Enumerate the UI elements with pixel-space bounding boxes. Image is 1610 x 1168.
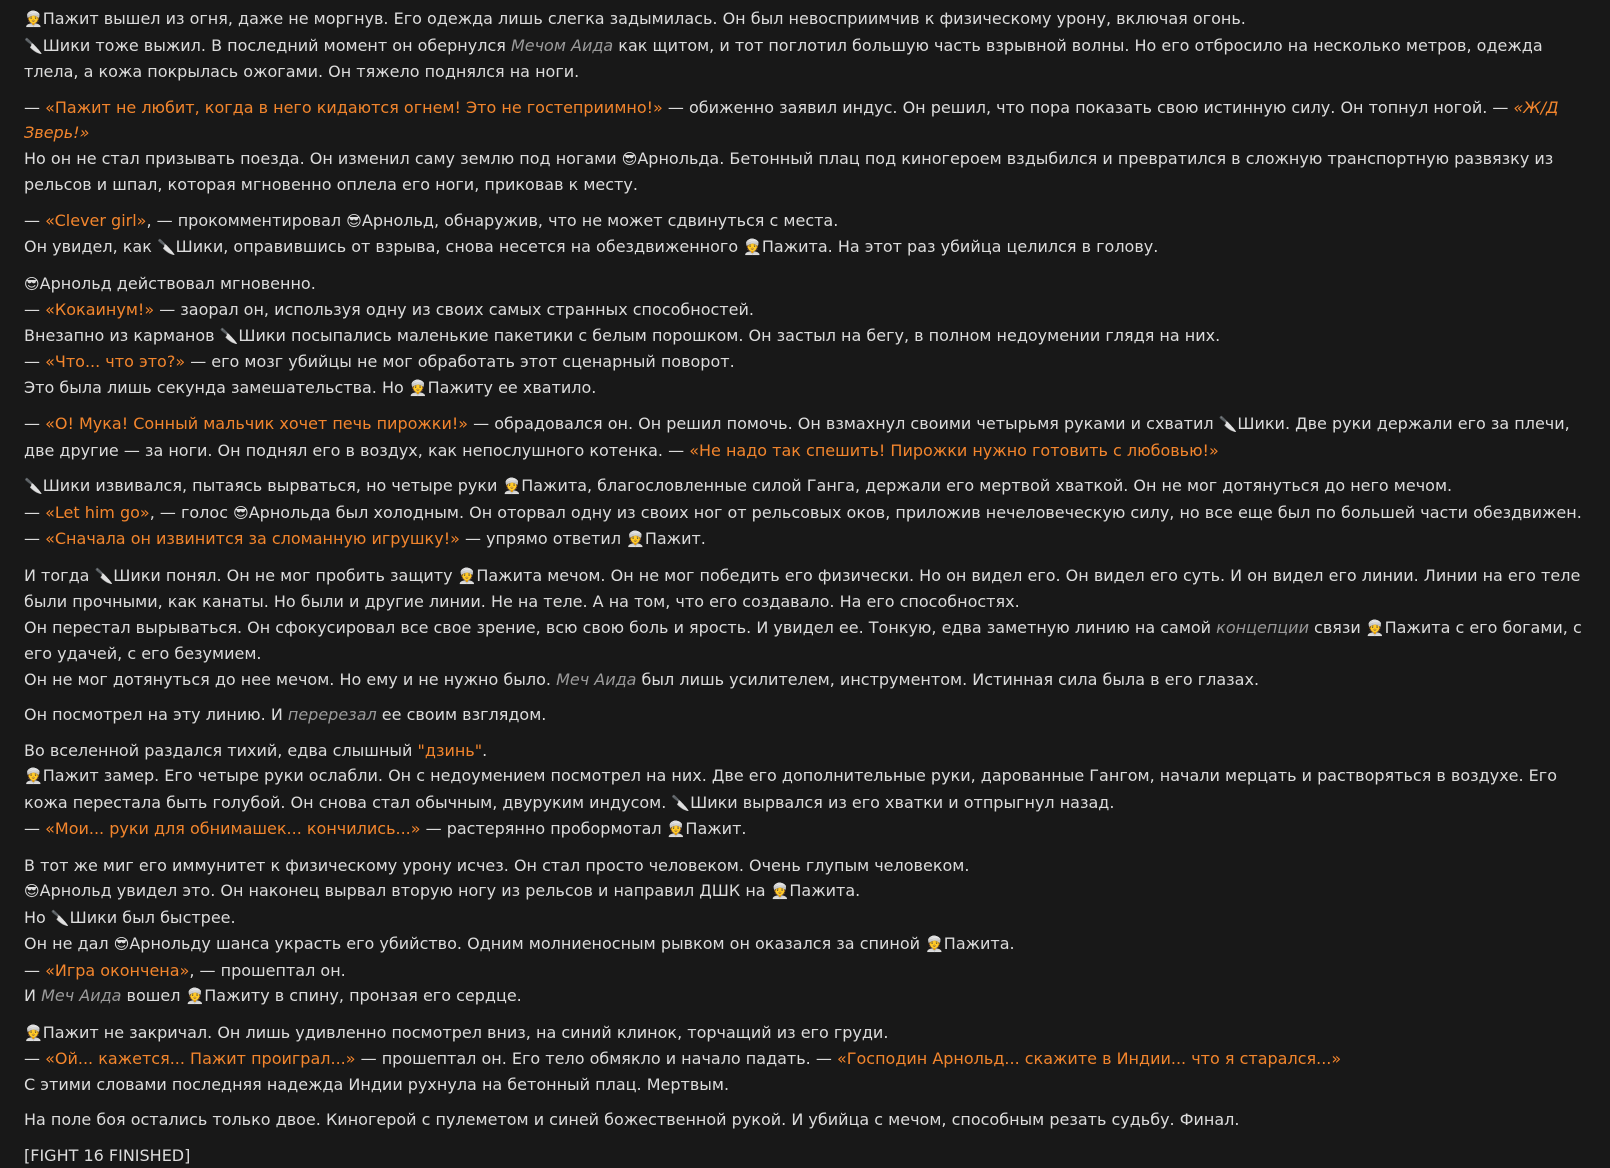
knife-icon: 🔪 xyxy=(95,567,114,585)
story-line xyxy=(24,931,1602,958)
story-line xyxy=(24,983,1602,1010)
text-run: И тогда xyxy=(24,566,95,585)
text-run: — xyxy=(24,414,45,433)
text-run: ее своим взглядом. xyxy=(377,705,547,724)
quote-text: "дзинь" xyxy=(418,741,483,760)
sunglasses-face-icon: 😎 xyxy=(114,935,130,953)
text-run: И xyxy=(24,986,41,1005)
text-run: Шики был быстрее. xyxy=(70,908,236,927)
text-run: вошел xyxy=(121,986,185,1005)
text-run: — xyxy=(24,1049,45,1068)
text-run: [FIGHT 16 FINISHED] xyxy=(24,1146,190,1165)
story-line xyxy=(24,473,1602,500)
sunglasses-face-icon: 😎 xyxy=(233,504,249,522)
turban-man-icon: 👳 xyxy=(667,820,686,838)
emphasis-text: Меч Аида xyxy=(556,670,636,689)
quote-text: «Сначала он извинится за сломанную игрушку!» xyxy=(45,529,460,548)
quote-text: «Let him go» xyxy=(45,503,150,522)
text-run: Шики вырвался из его хватки и отпрыгнул назад. xyxy=(690,793,1114,812)
text-run: — прошептал он. Его тело обмякло и начало падать. — xyxy=(356,1049,837,1068)
story-line xyxy=(24,1143,1602,1168)
story-line xyxy=(24,146,1602,198)
turban-man-icon: 👳 xyxy=(458,567,477,585)
quote-text: «Кокаинум!» xyxy=(45,300,154,319)
quote-text: «Clever girl» xyxy=(45,211,146,230)
text-run: — xyxy=(24,300,45,319)
text-run: , — прошептал он. xyxy=(189,961,345,980)
story-line xyxy=(24,763,1602,816)
text-run: Арнольда. Бетонный плац под киногероем вздыбился и превратился в сложную транспортную развязку из рельсов и шпал, которая мгновенно оплела его ноги, приковав к месту. xyxy=(24,149,1553,195)
text-run: связи xyxy=(1309,618,1366,637)
story-line xyxy=(24,878,1602,905)
text-run: как щитом, и тот поглотил большую часть взрывной волны. Но его отбросило на несколько метров, одежда тлела, а кожа покрылась ожогами. Он тяжело поднялся на ноги. xyxy=(24,36,1543,82)
story-line xyxy=(24,1020,1602,1047)
sunglasses-face-icon: 😎 xyxy=(24,275,40,293)
text-run: — xyxy=(24,352,45,371)
story-line xyxy=(24,702,1602,728)
knife-icon: 🔪 xyxy=(220,327,239,345)
text-run: Но xyxy=(24,908,51,927)
text-run: Пажит замер. Его четыре руки ослабли. Он с недоумением посмотрел на них. Две его дополнительные руки, дарованные Гангом, начали мерцать и растворяться в воздухе. Его кожа перестала быть голубой. Он снова стал обычным, двуруким индусом. xyxy=(24,766,1557,812)
text-run: Это была лишь секунда замешательства. Но xyxy=(24,378,409,397)
text-run: Но он не стал призывать поезда. Он изменил саму землю под ногами xyxy=(24,149,622,168)
text-run: Арнольд, обнаружив, что не может сдвинуться с места. xyxy=(362,211,838,230)
text-run: Он увидел, как xyxy=(24,237,157,256)
text-run: Пажит. xyxy=(645,529,706,548)
turban-man-icon: 👳 xyxy=(409,379,428,397)
text-run: Арнольд увидел это. Он наконец вырвал вторую ногу из рельсов и направил ДШК на xyxy=(40,881,771,900)
turban-man-icon: 👳 xyxy=(925,935,944,953)
text-run: — заорал он, используя одну из своих самых странных способностей. xyxy=(154,300,754,319)
knife-icon: 🔪 xyxy=(24,37,43,55)
sunglasses-face-icon: 😎 xyxy=(622,150,638,168)
story-line xyxy=(24,349,1602,375)
text-run: — обрадовался он. Он решил помочь. Он взмахнул своими четырьмя руками и схватил xyxy=(468,414,1219,433)
text-run: — обиженно заявил индус. Он решил, что пора показать свою истинную силу. Он топнул ногой. — xyxy=(663,98,1514,117)
knife-icon: 🔪 xyxy=(24,477,43,495)
story-paragraph xyxy=(24,95,1602,198)
story-line xyxy=(24,375,1602,402)
story-line xyxy=(24,6,1602,33)
turban-man-icon: 👳 xyxy=(743,238,762,256)
text-run: — xyxy=(24,961,45,980)
sunglasses-face-icon: 😎 xyxy=(346,212,362,230)
story-paragraph xyxy=(24,1143,1602,1168)
story-paragraph xyxy=(24,473,1602,553)
text-run: Пажита мечом. Он не мог победить его физически. Но он видел его. Он видел его суть. И он видел его линии. Линии на его теле были прочными, как канаты. Но были и другие линии. Не на теле. А на том, что его создавало. На его способностях. xyxy=(24,566,1580,612)
story-paragraph xyxy=(24,738,1602,843)
text-run: — xyxy=(24,503,45,522)
quote-text: «Мои... руки для обнимашек... кончились...» xyxy=(45,819,420,838)
text-run: Пажит. xyxy=(685,819,746,838)
story-line xyxy=(24,958,1602,984)
text-run: Пажита, благословленные силой Ганга, держали его мертвой хваткой. Он не мог дотянуться до него мечом. xyxy=(521,476,1452,495)
text-run: был лишь усилителем, инструментом. Истинная сила была в его глазах. xyxy=(636,670,1259,689)
text-run: Пажиту ее хватило. xyxy=(428,378,597,397)
quote-text: «Пажит не любит, когда в него кидаются огнем! Это не гостеприимно!» xyxy=(45,98,663,117)
text-run: Он не дал xyxy=(24,934,114,953)
story-line xyxy=(24,411,1602,463)
text-run: Он посмотрел на эту линию. И xyxy=(24,705,288,724)
story-line xyxy=(24,738,1602,764)
text-run: Он не мог дотянуться до нее мечом. Но ему и не нужно было. xyxy=(24,670,556,689)
text-run: На поле боя остались только двое. Киногерой с пулеметом и синей божественной рукой. И убийца с мечом, способным резать судьбу. Финал. xyxy=(24,1110,1239,1129)
emphasis-text: перерезал xyxy=(288,705,377,724)
text-run: , — голос xyxy=(150,503,233,522)
knife-icon: 🔪 xyxy=(157,238,176,256)
story-line xyxy=(24,33,1602,85)
story-paragraph xyxy=(24,1020,1602,1098)
quote-text: «Господин Арнольд... скажите в Индии... что я старался...» xyxy=(837,1049,1341,1068)
text-run: Арнольду шанса украсть его убийство. Одним молниеносным рывком он оказался за спиной xyxy=(129,934,925,953)
turban-man-icon: 👳 xyxy=(186,987,205,1005)
text-run: Пажит вышел из огня, даже не моргнув. Его одежда лишь слегка задымилась. Он был невосприимчив к физическому урону, включая огонь. xyxy=(43,9,1246,28)
story-line xyxy=(24,500,1602,527)
text-run: — xyxy=(24,529,45,548)
text-run: Шики. Две руки держали его за плечи, две другие — за ноги. Он поднял его в воздух, как непослушного котенка. — xyxy=(24,414,1570,460)
story-line xyxy=(24,297,1602,323)
story-line xyxy=(24,615,1602,667)
text-run: . xyxy=(482,741,487,760)
quote-text: «Ой... кажется... Пажит проиграл...» xyxy=(45,1049,355,1068)
story-line xyxy=(24,1046,1602,1072)
quote-text: «О! Мука! Сонный мальчик хочет печь пирожки!» xyxy=(45,414,468,433)
story-paragraph xyxy=(24,1107,1602,1133)
story-line xyxy=(24,1072,1602,1098)
turban-man-icon: 👳 xyxy=(626,530,645,548)
text-run: — растерянно пробормотал xyxy=(421,819,667,838)
text-run: Шики понял. Он не мог пробить защиту xyxy=(113,566,457,585)
emphasis-text: Мечом Аида xyxy=(511,36,613,55)
text-run: — xyxy=(24,211,45,230)
text-run: Внезапно из карманов xyxy=(24,326,220,345)
turban-man-icon: 👳 xyxy=(24,10,43,28)
story-line xyxy=(24,1107,1602,1133)
turban-man-icon: 👳 xyxy=(24,767,43,785)
text-run: Шики тоже выжил. В последний момент он обернулся xyxy=(43,36,511,55)
story-line xyxy=(24,323,1602,350)
text-run: С этими словами последняя надежда Индии рухнула на бетонный плац. Мертвым. xyxy=(24,1075,729,1094)
story-paragraph xyxy=(24,702,1602,728)
text-run: Шики посыпались маленькие пакетики с белым порошком. Он застыл на бегу, в полном недоумении глядя на них. xyxy=(238,326,1220,345)
turban-man-icon: 👳 xyxy=(24,1024,43,1042)
text-run: Пажит не закричал. Он лишь удивленно посмотрел вниз, на синий клинок, торчащий из его груди. xyxy=(43,1023,889,1042)
turban-man-icon: 👳 xyxy=(771,882,790,900)
quote-text: «Ж/Д Зверь!» xyxy=(24,98,1559,143)
text-run: Арнольд действовал мгновенно. xyxy=(40,274,316,293)
turban-man-icon: 👳 xyxy=(503,477,522,495)
text-run: — его мозг убийцы не мог обработать этот сценарный поворот. xyxy=(185,352,735,371)
story-line xyxy=(24,563,1602,615)
story-line xyxy=(24,95,1602,146)
quote-text: «Игра окончена» xyxy=(45,961,189,980)
emphasis-text: Меч Аида xyxy=(41,986,121,1005)
text-run: — упрямо ответил xyxy=(460,529,626,548)
text-run: Пажита. xyxy=(944,934,1015,953)
text-run: Он перестал вырываться. Он сфокусировал все свое зрение, всю свою боль и ярость. И увидел ее. Тонкую, едва заметную линию на самой xyxy=(24,618,1216,637)
quote-text: «Не надо так спешить! Пирожки нужно готовить с любовью!» xyxy=(689,441,1219,460)
story-paragraph xyxy=(24,271,1602,402)
emphasis-text: концепции xyxy=(1216,618,1309,637)
story-paragraph xyxy=(24,6,1602,85)
knife-icon: 🔪 xyxy=(51,909,70,927)
text-run: — xyxy=(24,819,45,838)
story-paragraph xyxy=(24,563,1602,693)
text-run: , — прокомментировал xyxy=(146,211,346,230)
story-paragraph xyxy=(24,411,1602,463)
story-paragraph xyxy=(24,208,1602,261)
story-line xyxy=(24,271,1602,298)
text-run: Арнольда был холодным. Он оторвал одну из своих ног от рельсовых оков, приложив нечеловеческую силу, но все еще был по большей части обездвижен. xyxy=(249,503,1582,522)
story-line xyxy=(24,905,1602,932)
story-paragraph xyxy=(24,853,1602,1010)
quote-text: «Что... что это?» xyxy=(45,352,185,371)
story-line xyxy=(24,667,1602,693)
story-line xyxy=(24,234,1602,261)
text-run: В тот же миг его иммунитет к физическому урону исчез. Он стал просто человеком. Очень глупым человеком. xyxy=(24,856,969,875)
text-run: Пажита. xyxy=(789,881,860,900)
text-run: Во вселенной раздался тихий, едва слышный xyxy=(24,741,418,760)
story-line xyxy=(24,526,1602,553)
knife-icon: 🔪 xyxy=(671,794,690,812)
sunglasses-face-icon: 😎 xyxy=(24,882,40,900)
text-run: Шики, оправившись от взрыва, снова несется на обездвиженного xyxy=(176,237,744,256)
text-run: Пажиту в спину, пронзая его сердце. xyxy=(204,986,522,1005)
story-line xyxy=(24,208,1602,235)
text-run: — xyxy=(24,98,45,117)
text-run: Шики извивался, пытаясь вырваться, но четыре руки xyxy=(43,476,503,495)
story-line xyxy=(24,816,1602,843)
text-run: Пажита с его богами, с его удачей, с его безумием. xyxy=(24,618,1582,664)
story-line xyxy=(24,853,1602,879)
text-run: Пажита. На этот раз убийца целился в голову. xyxy=(762,237,1158,256)
knife-icon: 🔪 xyxy=(1219,415,1238,433)
turban-man-icon: 👳 xyxy=(1366,619,1385,637)
